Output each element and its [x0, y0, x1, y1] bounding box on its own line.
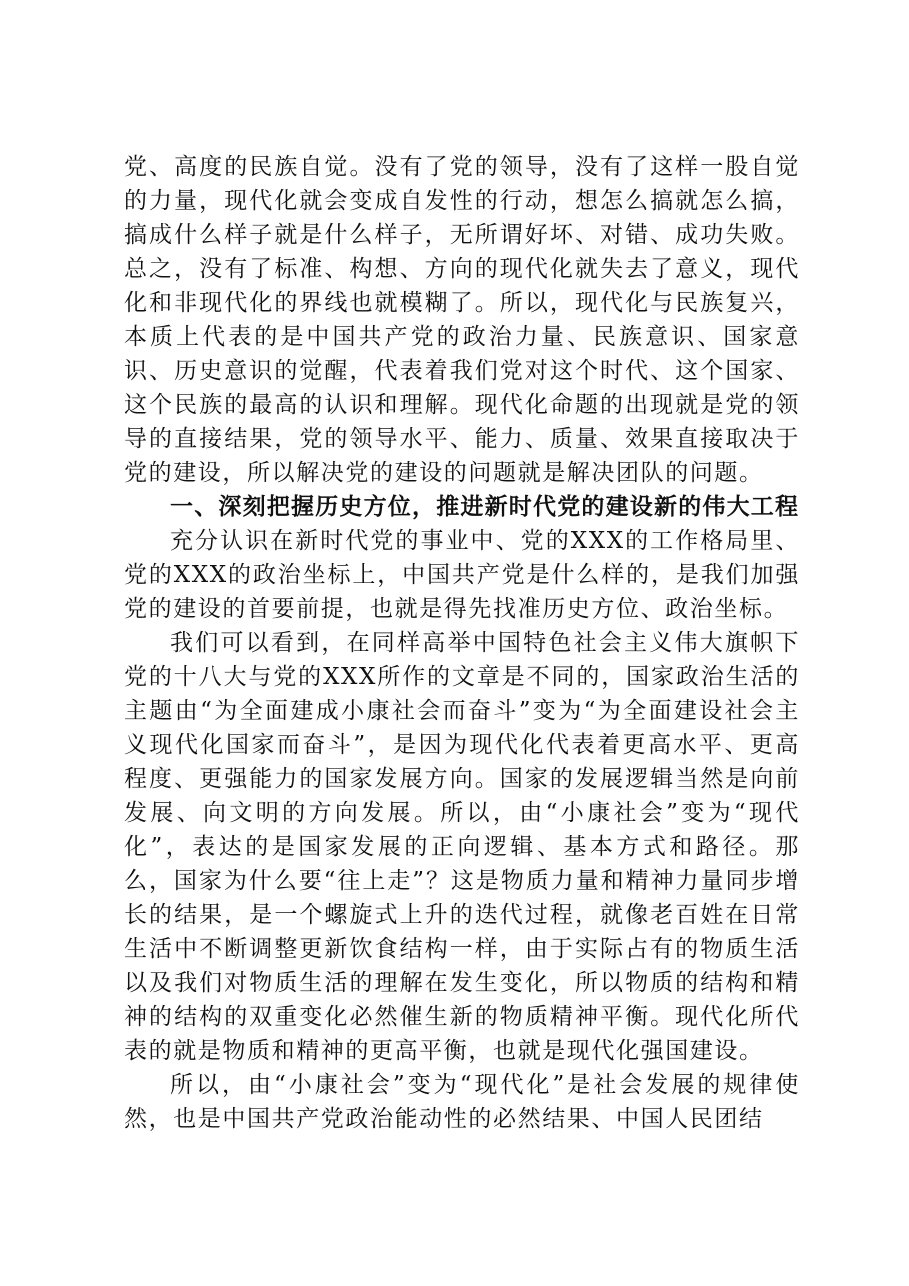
paragraph-continuation: 党、高度的民族自觉。没有了党的领导，没有了这样一股自觉的力量，现代化就会变成自发性的行动，想怎么搞就怎么搞，搞成什么样子就是什么样子，无所谓好坏、对错、成功失败。总之，没有了标准、构想、方向的现代化就失去了意义，现代化和非现代化的界线也就模糊了。所以，现代化与民族复兴，本质上代表的是中国共产党的政治力量、民族意识、国家意识、历史意识的觉醒，代表着我们党对这个时代、这个国家、这个民族的最高的认识和理解。现代化命题的出现就是党的领导的直接结果，党的领导水平、能力、质量、效果直接取决于党的建设，所以解决党的建设的问题就是解决团队的问题。: [124, 154, 800, 486]
paragraph: 充分认识在新时代党的事业中、党的XXX的工作格局里、党的XXX的政治坐标上，中国共产党是什么样的，是我们加强党的建设的首要前提，也就是得先找准历史方位、政治坐标。: [124, 528, 800, 622]
section-heading: 一、深刻把握历史方位，推进新时代党的建设新的伟大工程: [170, 494, 800, 520]
paragraph: 所以，由“小康社会”变为“现代化”是社会发展的规律使然，也是中国共产党政治能动性的必然结果、中国人民团结: [124, 1072, 800, 1132]
paragraph: 我们可以看到，在同样高举中国特色社会主义伟大旗帜下党的十八大与党的XXX所作的文章是不同的，国家政治生活的主题由“为全面建成小康社会而奋斗”变为“为全面建设社会主义现代化国家而奋斗”，是因为现代化代表着更高水平、更高程度、更强能力的国家发展方向。国家的发展逻辑当然是向前发展、向文明的方向发展。所以，由“小康社会”变为“现代化”，表达的是国家发展的正向逻辑、基本方式和路径。那么，国家为什么要“往上走”？这是物质力量和精神力量同步增长的结果，是一个螺旋式上升的迭代过程，就像老百姓在日常生活中不断调整更新饮食结构一样，由于实际占有的物质生活以及我们对物质生活的理解在发生变化，所以物质的结构和精神的结构的双重变化必然催生新的物质精神平衡。现代化所代表的就是物质和精神的更高平衡，也就是现代化强国建设。: [124, 630, 800, 1064]
document-body: [124, 150, 800, 1136]
